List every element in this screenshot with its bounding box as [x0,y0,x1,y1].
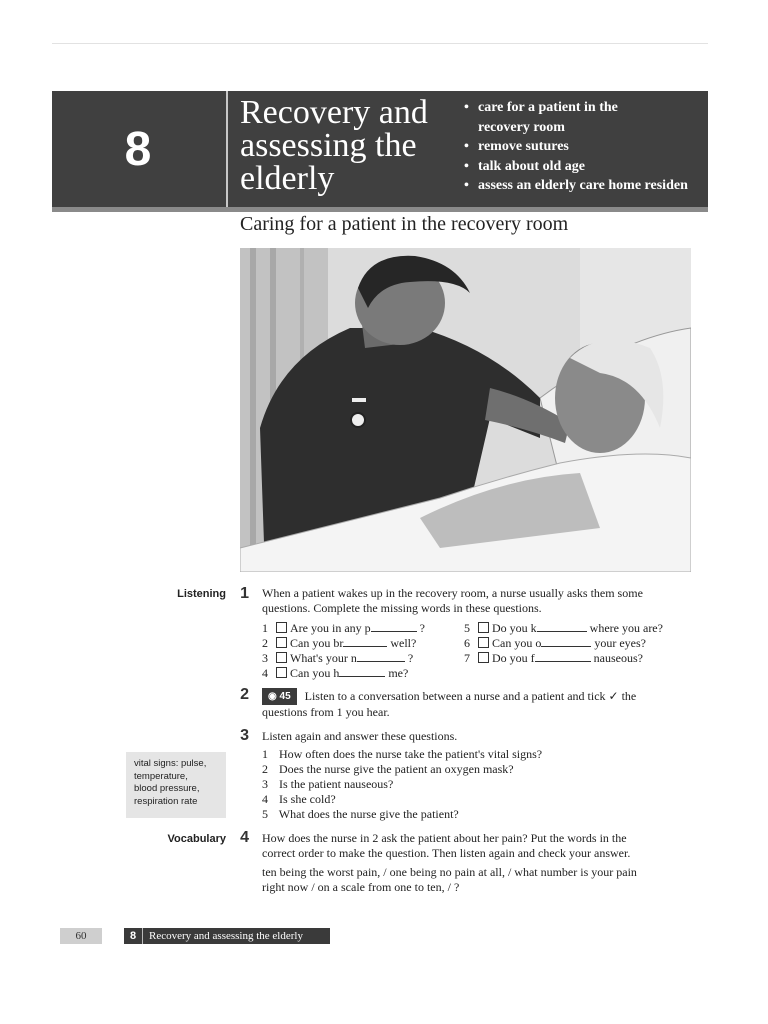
answer-blank[interactable] [537,621,587,632]
exercise-3-questions [262,747,702,822]
section-heading: Caring for a patient in the recovery room [240,213,569,235]
question-item: 6 Can you o your eyes? [464,636,646,650]
answer-blank[interactable] [371,621,417,632]
answer-blank[interactable] [541,636,591,647]
running-footer [124,928,330,944]
footer-unit-number: 8 [124,928,143,944]
exercise-4-jumbled-words: ten being the worst pain, / one being no pain at all, / what number is your pain right now / on a scale from one to ten, / ? [262,865,637,894]
objective-item: • assess an elderly care home residen [464,178,688,193]
exercise-2-number: 2 [240,686,249,703]
objective-item-continued: recovery room [478,119,565,135]
banner-divider [226,91,228,207]
question-item: 1 Are you in any p ? [262,621,425,635]
unit-title-line-1: Recovery and [240,94,428,131]
list-item: 3 Is the patient nauseous? [262,777,394,791]
list-item: 4 Is she cold? [262,792,336,806]
exercise-4-number: 4 [240,829,249,846]
question-item: 4 Can you h me? [262,666,409,680]
top-rule [52,43,708,44]
answer-blank[interactable] [343,636,387,647]
exercise-2-instruction: ◉ 45 Listen to a conversation between a nurse and a patient and tick ✓ the questions from 1 you hear. [262,689,637,719]
list-item: 2 Does the nurse give the patient an oxygen mask? [262,762,514,776]
question-checkbox[interactable] [276,667,287,678]
answer-blank[interactable] [357,651,405,662]
list-item: 5 What does the nurse give the patient? [262,807,459,821]
cd-icon: ◉ [268,691,277,702]
nurse-patient-illustration [240,248,691,572]
unit-objectives [464,98,708,196]
question-item: 7 Do you f nauseous? [464,651,643,665]
question-checkbox[interactable] [276,637,287,648]
question-checkbox[interactable] [478,637,489,648]
exercise-1-number: 1 [240,585,249,602]
question-item: 5 Do you k where you are? [464,621,663,635]
page-number: 60 [60,928,102,944]
exercise-4-instruction: How does the nurse in 2 ask the patient about her pain? Put the words in the correct order to make the question. Then listen again and check your answer. [262,831,631,860]
unit-title [240,96,470,195]
question-checkbox[interactable] [276,622,287,633]
objective-item: • remove sutures [464,139,569,154]
audio-track-badge[interactable]: ◉ 45 [262,688,297,705]
list-item: 1 How often does the nurse take the patient's vital signs? [262,747,543,761]
question-checkbox[interactable] [276,652,287,663]
answer-blank[interactable] [535,651,591,662]
unit-number: 8 [124,122,152,176]
footer-unit-title: Recovery and assessing the elderly [149,930,303,942]
unit-title-line-3: elderly [240,160,335,197]
question-checkbox[interactable] [478,622,489,633]
vital-signs-note: vital signs: pulse, temperature, blood pressure, respiration rate [126,752,226,818]
question-checkbox[interactable] [478,652,489,663]
exercise-3-number: 3 [240,727,249,744]
exercise-3-instruction: Listen again and answer these questions. [262,729,458,743]
answer-blank[interactable] [339,666,385,677]
objective-item: • talk about old age [464,158,585,174]
exercise-1-instruction: When a patient wakes up in the recovery room, a nurse usually asks them some questions. Complete the missing words in these questions. [262,586,643,615]
question-item: 3 What's your n ? [262,651,414,665]
unit-banner [52,91,708,212]
objective-item: • care for a patient in the [464,100,618,115]
question-item: 2 Can you br well? [262,636,417,650]
sidehead-vocabulary: Vocabulary [167,833,226,845]
unit-title-line-2: assessing the [240,127,417,164]
sidehead-listening: Listening [177,588,226,600]
